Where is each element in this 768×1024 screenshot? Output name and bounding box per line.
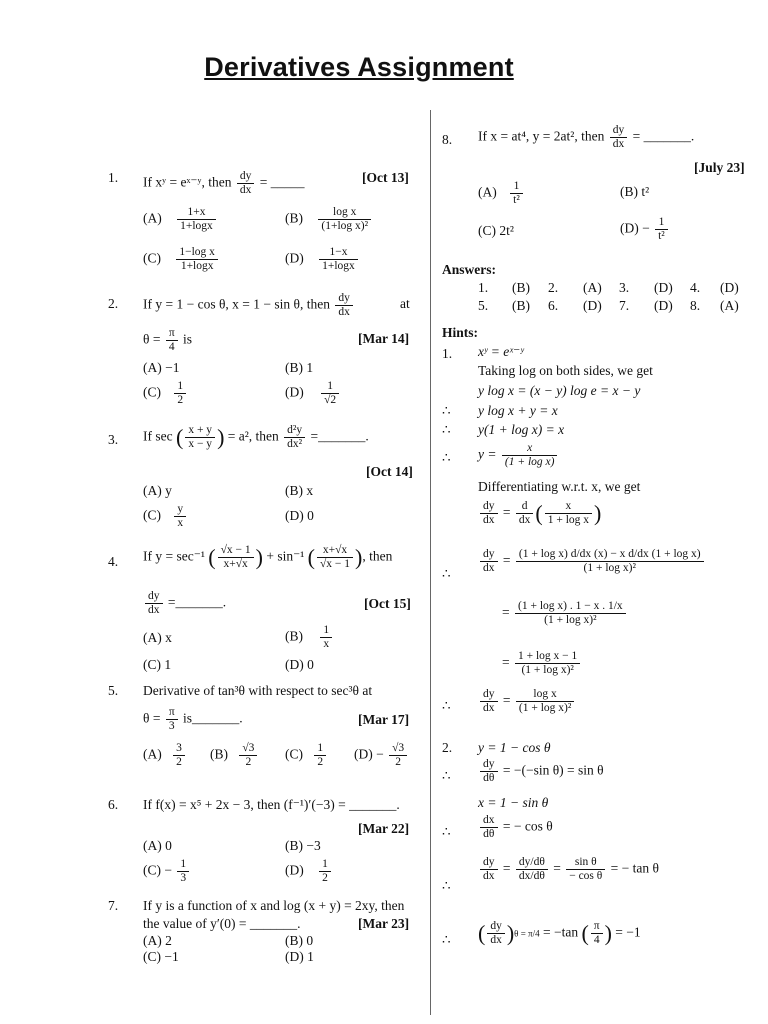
fraction: $\frac{dy}{d\theta}$ xyxy=(480,758,498,785)
question-tail: is_______. xyxy=(183,710,243,726)
question-stem: If sec xyxy=(143,428,173,444)
option-c xyxy=(143,380,188,407)
question-tail: = _______. xyxy=(632,128,695,144)
fraction: $\frac{\text{(1 + log x) d/dx (x) − x d/dx (1 + log x)}}{\text{(1 + log x)²}}$ xyxy=(516,548,704,575)
therefore-symbol: ∴ xyxy=(442,878,451,893)
therefore-symbol: ∴ xyxy=(442,450,451,465)
question-tail: =_______. xyxy=(310,428,369,444)
option-label: (B) xyxy=(210,746,228,762)
fraction: $\frac{dx}{d\theta}$ xyxy=(480,814,498,841)
question-mid: + sin⁻¹ xyxy=(266,548,305,564)
fraction: $\frac{1}{\text{t²}}$ xyxy=(510,180,523,207)
fraction: $\frac{3}{2}$ xyxy=(173,742,185,769)
answer-value: (A) xyxy=(720,298,739,313)
hint-eq: y = xyxy=(478,446,497,462)
hint-line: y log x + y = x xyxy=(478,403,558,418)
option-d: (D) 0 xyxy=(285,508,314,523)
option-a xyxy=(478,180,525,207)
question-stem: If x = at⁴, y = 2at², then xyxy=(478,128,605,144)
fraction: $\frac{dy}{dx}$ xyxy=(480,856,498,883)
hint-number: 2. xyxy=(442,740,453,755)
fraction: $\frac{x}{\text{1 + log x}}$ xyxy=(545,500,592,527)
question-text: If y = sec⁻¹ ( $\frac{√x - 1}{x+√x}$ ) + sin⁻¹ ( $\frac{x+√x}{√x - 1}$ ), then xyxy=(143,544,393,570)
question-tail: is xyxy=(183,331,193,347)
hint-number: 1. xyxy=(442,346,453,361)
option-b: (B) −3 xyxy=(285,838,321,853)
hint-line: xʸ = eˣ⁻ʸ xyxy=(478,344,524,359)
answers-heading: Answers: xyxy=(442,262,496,277)
fraction: $\frac{d}{dx}$ xyxy=(516,500,534,527)
hint-line: Taking log on both sides, we get xyxy=(478,363,653,378)
option-c xyxy=(143,503,188,530)
question-number: 1. xyxy=(108,170,119,185)
fraction: $\frac{dy}{dx}$ xyxy=(487,920,505,947)
option-d xyxy=(285,858,333,885)
fraction: $\frac{1}{√2}$ xyxy=(321,380,339,407)
option-b xyxy=(285,206,373,233)
option-a: (A) 2 xyxy=(143,933,172,948)
option-c: (C) 1 xyxy=(143,657,172,672)
fraction: $\frac{\text{1 + log x − 1}}{\text{(1 + log x)²}}$ xyxy=(515,650,580,677)
hint-eq: = − tan θ xyxy=(610,860,659,876)
therefore-symbol: ∴ xyxy=(442,566,451,581)
option-d: (D) 1 xyxy=(285,949,314,964)
answer-value: (D) xyxy=(720,280,739,295)
exam-tag: [July 23] xyxy=(694,160,745,175)
question-number: 5. xyxy=(108,683,119,698)
hint-eq: = xyxy=(502,504,511,520)
therefore-symbol: ∴ xyxy=(442,698,451,713)
question-tail: at xyxy=(400,296,410,311)
fraction: $\frac{\text{sin θ}}{\text{− cos θ}}$ xyxy=(566,856,605,883)
question-stem: If y = sec⁻¹ xyxy=(143,548,205,564)
answer-num: 4. xyxy=(690,280,701,295)
hint-eq: = − cos θ xyxy=(502,818,553,834)
question-tail: = _____ xyxy=(259,174,305,190)
exam-tag: [Oct 13] xyxy=(362,170,409,185)
therefore-symbol: ∴ xyxy=(442,768,451,783)
option-label: (C) xyxy=(143,250,161,266)
option-d: (D) 0 xyxy=(285,657,314,672)
fraction: $\frac{dy}{dx}$ xyxy=(480,500,498,527)
fraction: $\frac{\pi}{4}$ xyxy=(166,327,178,354)
therefore-symbol: ∴ xyxy=(442,932,451,947)
fraction: $\frac{x+√x}{√x - 1}$ xyxy=(317,544,353,571)
option-label: (B) xyxy=(285,210,303,226)
option-label: (D) − xyxy=(354,746,384,762)
hint-line xyxy=(478,814,553,841)
question-line-2 xyxy=(143,327,192,354)
fraction: $\frac{\pi}{4}$ xyxy=(591,920,603,947)
option-label: (C) xyxy=(143,384,161,400)
hint-eq: = xyxy=(502,692,511,708)
fraction: $\frac{1}{3}$ xyxy=(177,858,189,885)
fraction: $\frac{dy}{dx}$ xyxy=(145,590,163,617)
answer-value: (D) xyxy=(583,298,602,313)
exam-tag: [Mar 23] xyxy=(358,916,410,931)
option-label: (C) xyxy=(143,507,161,523)
answer-value: (D) xyxy=(654,298,673,313)
fraction: $\frac{1}{2}$ xyxy=(319,858,331,885)
fraction: $\frac{1}{x}$ xyxy=(320,624,332,651)
hint-line: y log x = (x − y) log e = x − y xyxy=(478,383,641,398)
hint-line: $\frac{dy}{dx}$ = $\frac{dy/d\theta}{dx/d\theta}$ = $\frac{\text{sin θ}}{\text{− cos θ}}$ = − tan θ xyxy=(478,856,659,883)
option-label: (D) xyxy=(285,384,304,400)
question-number: 6. xyxy=(108,797,119,812)
answer-num: 3. xyxy=(619,280,630,295)
answer-value: (B) xyxy=(512,280,530,295)
option-c: (C) 2t² xyxy=(478,223,514,238)
fraction: $\frac{x + y}{x - y}$ xyxy=(185,424,215,451)
answer-num: 5. xyxy=(478,298,489,313)
answer-value: (D) xyxy=(654,280,673,295)
therefore-symbol: ∴ xyxy=(442,403,451,418)
option-b: (B) t² xyxy=(620,184,650,199)
option-label: (C) xyxy=(285,746,303,762)
answer-value: (B) xyxy=(512,298,530,313)
option-c xyxy=(285,742,328,769)
answer-num: 2. xyxy=(548,280,559,295)
option-d xyxy=(285,246,360,273)
question-text: If sec ( $\frac{x + y}{x - y}$ ) = a², then $\frac{\text{d²y}}{\text{dx²}}$ =_______. xyxy=(143,424,369,450)
hint-line: y = 1 − cos θ xyxy=(478,740,551,755)
option-a: (A) −1 xyxy=(143,360,180,375)
fraction: $\frac{dy}{dx}$ xyxy=(480,548,498,575)
hint-eq: = xyxy=(502,604,510,620)
exam-tag: [Mar 17] xyxy=(358,712,410,727)
hint-line xyxy=(478,758,604,785)
hint-eq: = xyxy=(502,552,511,568)
hint-eq: = −(−sin θ) = sin θ xyxy=(502,762,604,778)
question-text xyxy=(143,292,355,319)
hint-line: ( $\frac{dy}{dx}$ )θ = π/4 = −tan ( $\frac{\pi}{4}$ ) = −1 xyxy=(478,920,641,946)
question-mid: = a², then xyxy=(227,428,279,444)
fraction: $\frac{\text{d²y}}{\text{dx²}}$ xyxy=(284,424,305,451)
option-a: (A) x xyxy=(143,630,172,645)
fraction: $\frac{x}{\text{(1 + log x)}}$ xyxy=(502,442,558,469)
hint-line xyxy=(502,600,628,627)
question-tail: , then xyxy=(362,548,393,564)
option-label: (D) − xyxy=(620,220,650,236)
hint-eq: = −1 xyxy=(615,924,641,940)
option-a xyxy=(143,206,218,233)
question-line-2: the value of y′(0) = _______. xyxy=(143,916,301,931)
exam-tag: [Oct 15] xyxy=(364,596,411,611)
question-number: 7. xyxy=(108,898,119,913)
fraction: $\frac{\text{log x}}{\text{(1+log x)²}}$ xyxy=(318,206,371,233)
fraction: $\frac{\text{(1 + log x) . 1 − x . 1/x}}{\text{(1 + log x)²}}$ xyxy=(515,600,626,627)
hint-line: $\frac{dy}{dx}$ = $\frac{d}{dx}$ ( $\frac{x}{\text{1 + log x}}$ ) xyxy=(478,500,601,527)
fraction: $\frac{\pi}{3}$ xyxy=(166,706,178,733)
fraction: $\frac{dy}{dx}$ xyxy=(335,292,353,319)
hint-line xyxy=(478,442,559,469)
answer-value: (A) xyxy=(583,280,602,295)
question-text: If y is a function of x and log (x + y) = 2xy, then xyxy=(143,898,405,913)
option-c xyxy=(143,858,191,885)
therefore-symbol: ∴ xyxy=(442,422,451,437)
question-stem: If y = 1 − cos θ, x = 1 − sin θ, then xyxy=(143,296,330,312)
option-b: (B) 1 xyxy=(285,360,314,375)
question-text: Derivative of tan³θ with respect to sec³θ at xyxy=(143,683,373,698)
fraction: $\frac{1}{2}$ xyxy=(314,742,326,769)
option-c xyxy=(143,246,220,273)
question-line-2 xyxy=(143,590,226,617)
fraction: $\frac{1-x}{1+\log x}$ xyxy=(319,246,358,273)
exam-tag: [Mar 14] xyxy=(358,331,410,346)
question-line-2 xyxy=(143,706,243,733)
hint-line: Differentiating w.r.t. x, we get xyxy=(478,479,641,494)
fraction: $\frac{1+x}{1+\log x}$ xyxy=(177,206,216,233)
fraction: $\frac{√x - 1}{x+√x}$ xyxy=(218,544,254,571)
question-text: If f(x) = x⁵ + 2x − 3, then (f⁻¹)′(−3) = _______. xyxy=(143,797,400,812)
option-a: (A) 0 xyxy=(143,838,172,853)
question-number: 3. xyxy=(108,432,119,447)
fraction: $\frac{dy}{dx}$ xyxy=(237,170,255,197)
question-number: 4. xyxy=(108,554,119,569)
option-label: (A) xyxy=(143,746,162,762)
exam-tag: [Mar 22] xyxy=(358,821,410,836)
option-b xyxy=(285,624,334,651)
option-a xyxy=(143,742,187,769)
therefore-symbol: ∴ xyxy=(442,824,451,839)
fraction: $\frac{dy}{dx}$ xyxy=(610,124,628,151)
answer-num: 6. xyxy=(548,298,559,313)
theta-eq: θ = xyxy=(143,331,161,347)
option-b: (B) x xyxy=(285,483,314,498)
option-label: (D) xyxy=(285,250,304,266)
option-b xyxy=(210,742,259,769)
fraction: $\frac{1}{2}$ xyxy=(174,380,186,407)
hint-line xyxy=(478,548,706,575)
page-title: Derivatives Assignment xyxy=(204,52,514,82)
question-tail: =_______. xyxy=(167,594,227,610)
fraction: $\frac{√3}{2}$ xyxy=(239,742,257,769)
fraction: $\frac{\text{1−log x}}{1+\log x}$ xyxy=(176,246,218,273)
column-divider xyxy=(430,110,431,1015)
question-number: 2. xyxy=(108,296,119,311)
hint-eq: = xyxy=(502,654,510,670)
option-d xyxy=(285,380,341,407)
option-label: (C) − xyxy=(143,862,172,878)
option-a: (A) y xyxy=(143,483,172,498)
question-text xyxy=(143,170,305,197)
question-stem: If xʸ = eˣ⁻ʸ, then xyxy=(143,174,232,190)
fraction: $\frac{√3}{2}$ xyxy=(389,742,407,769)
option-b: (B) 0 xyxy=(285,933,314,948)
fraction: $\frac{1}{\text{t²}}$ xyxy=(655,216,668,243)
answer-num: 8. xyxy=(690,298,701,313)
hint-line xyxy=(502,650,582,677)
hint-line: y(1 + log x) = x xyxy=(478,422,565,437)
option-label: (A) xyxy=(478,184,497,200)
fraction: $\frac{dy/d\theta}{dx/d\theta}$ xyxy=(516,856,548,883)
theta-eq: θ = xyxy=(143,710,161,726)
fraction: $\frac{\text{log x}}{\text{(1 + log x)²}}$ xyxy=(516,688,574,715)
hint-line: x = 1 − sin θ xyxy=(478,795,549,810)
option-label: (D) xyxy=(285,862,304,878)
option-c: (C) −1 xyxy=(143,949,179,964)
hint-line xyxy=(478,688,576,715)
option-label: (A) xyxy=(143,210,162,226)
fraction: $\frac{dy}{dx}$ xyxy=(480,688,498,715)
exam-tag: [Oct 14] xyxy=(366,464,413,479)
hint-eq: = −tan xyxy=(542,924,579,940)
option-d xyxy=(354,742,409,769)
question-number: 8. xyxy=(442,132,453,147)
fraction: $\frac{y}{x}$ xyxy=(174,503,186,530)
question-text xyxy=(478,124,694,151)
answer-num: 7. xyxy=(619,298,630,313)
answer-num: 1. xyxy=(478,280,489,295)
hints-heading: Hints: xyxy=(442,325,479,340)
option-label: (B) xyxy=(285,628,303,644)
option-d xyxy=(620,216,670,243)
